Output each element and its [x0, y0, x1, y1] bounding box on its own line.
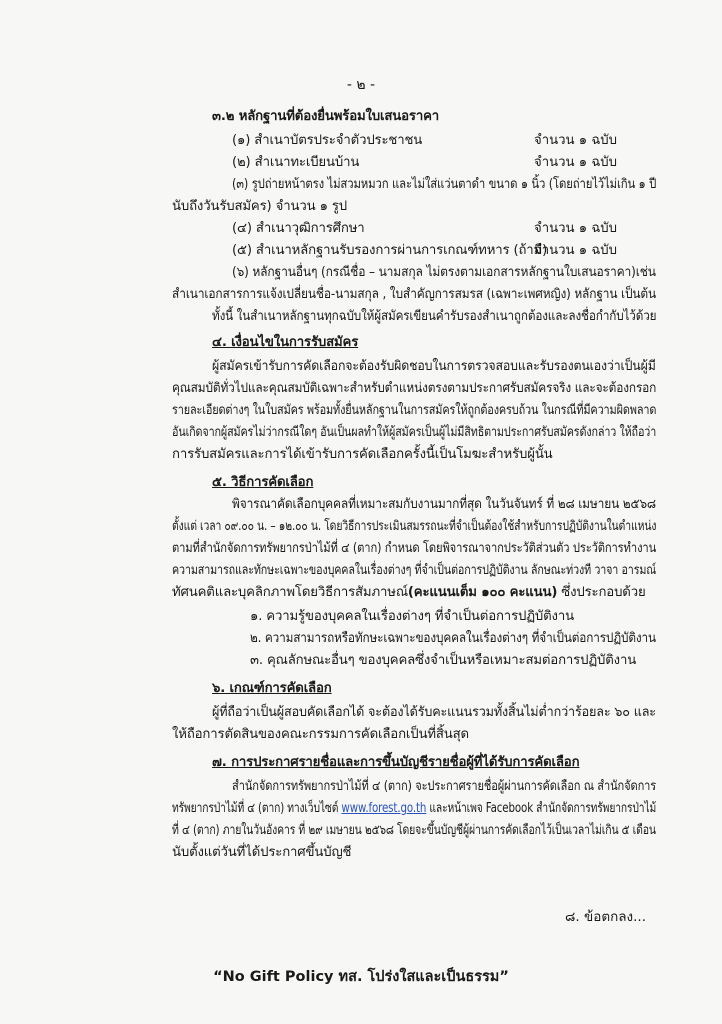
- section-4-text: การรับสมัครและการได้เข้ารับการคัดเลือกครั้งนี้เป็นโมฆะสำหรับผู้นั้น: [172, 447, 553, 462]
- continuation-marker: ๘. ข้อตกลง...: [564, 909, 646, 925]
- evidence-quantity: จำนวน ๑ ฉบับ: [534, 221, 618, 236]
- section-5-text: พิจารณาคัดเลือกบุคคลที่เหมาะสมกับงานมากที่สุด ในวันจันทร์ ที่ ๒๘ เมษายน ๒๕๖๘: [232, 497, 656, 512]
- forest-website-link[interactable]: www.forest.go.th: [341, 801, 427, 816]
- section-5-text: ตั้งแต่ เวลา ๐๙.๐๐ น. – ๑๒.๐๐ น. โดยวิธีการประเมินสมรรถนะที่จำเป็นต้องใช้สำหรับการปฏิบัติงานในตำแหน่ง: [172, 519, 657, 534]
- section-5-heading: ๕. วิธีการคัดเลือก: [212, 475, 314, 490]
- criterion-item: ๒. ความสามารถหรือทักษะเฉพาะของบุคคลในเรื่องต่างๆ ที่จำเป็นต่อการปฏิบัติงาน: [250, 631, 656, 646]
- evidence-item: (๖) หลักฐานอื่นๆ (กรณีชื่อ – นามสกุล ไม่ตรงตามเอกสารหลักฐานใบเสนอราคา)เช่น: [232, 265, 656, 280]
- section-6-text: ให้ถือการตัดสินของคณะกรรมการคัดเลือกเป็นที่สิ้นสุด: [172, 727, 469, 742]
- evidence-item: (๕) สำเนาหลักฐานรับรองการผ่านการเกณฑ์ทหาร (ถ้ามี): [232, 243, 548, 258]
- section-7-text: นับตั้งแต่วันที่ได้ประกาศขึ้นบัญชี: [172, 845, 352, 860]
- section-4-text: ผู้สมัครเข้ารับการคัดเลือกจะต้องรับผิดชอบในการตรวจสอบและรับรองตนเองว่าเป็นผู้มี: [212, 359, 656, 374]
- criterion-item: ๓. คุณลักษณะอื่นๆ ของบุคคลซึ่งจำเป็นหรือเหมาะสมต่อการปฏิบัติงาน: [250, 653, 637, 668]
- evidence-item: (๔) สำเนาวุฒิการศึกษา: [232, 221, 365, 236]
- evidence-item: (๑) สำเนาบัตรประจำตัวประชาชน: [232, 133, 423, 148]
- evidence-quantity: จำนวน ๑ ฉบับ: [534, 155, 618, 170]
- evidence-note: ทั้งนี้ ในสำเนาหลักฐานทุกฉบับให้ผู้สมัครเขียนคำรับรองสำเนาถูกต้องและลงชื่อกำกับไว้ด้วย: [212, 309, 657, 324]
- footer-slogan: “No Gift Policy ทส. โปร่งใสและเป็นธรรม”: [213, 969, 509, 985]
- section-5-text: ซึ่งประกอบด้วย: [557, 585, 646, 600]
- page-number: - ๒ -: [346, 77, 376, 93]
- section-4-text: รายละเอียดต่างๆ ในใบสมัคร พร้อมทั้งยื่นหลักฐานในการสมัครให้ถูกต้องครบถ้วน ในกรณีที่มีความผิดพลาด: [172, 403, 657, 418]
- section-3-2-heading: ๓.๒ หลักฐานที่ต้องยื่นพร้อมใบเสนอราคา: [212, 109, 440, 124]
- section-7-text: ที่ ๔ (ตาก) ภายในวันอังคาร ที่ ๒๙ เมษายน ๒๕๖๘ โดยจะขึ้นบัญชีผู้ผ่านการคัดเลือกไว้เป็นเวลาไม่เกิน ๕ เดือน: [172, 823, 656, 838]
- section-7-line: [172, 800, 656, 818]
- section-5-text: ตามที่สำนักจัดการทรัพยากรป่าไม้ที่ ๔ (ตาก) กำหนด โดยพิจารณาจากประวัติส่วนตัว ประวัติการทำงาน: [172, 541, 657, 556]
- section-7-text: สำนักจัดการทรัพยากรป่าไม้ที่ ๔ (ตาก) จะประกาศรายชื่อผู้ผ่านการคัดเลือก ณ สำนักจัดการ: [232, 779, 657, 794]
- full-score: (คะแนนเต็ม ๑๐๐ คะแนน): [407, 585, 558, 600]
- section-5-text: ทัศนคติและบุคลิกภาพโดยวิธีการสัมภาษณ์: [172, 585, 408, 600]
- section-6-heading: ๖. เกณฑ์การคัดเลือก: [212, 681, 332, 696]
- criterion-item: ๑. ความรู้ของบุคคลในเรื่องต่างๆ ที่จำเป็นต่อการปฏิบัติงาน: [250, 609, 574, 624]
- evidence-item-continued: สำเนาเอกสารการแจ้งเปลี่ยนชื่อ-นามสกุล , ใบสำคัญการสมรส (เฉพาะเพศหญิง) หลักฐาน เป็นต้น: [172, 287, 657, 302]
- section-7-text: ทรัพยากรป่าไม้ที่ ๔ (ตาก) ทางเว็บไซต์: [172, 801, 342, 816]
- evidence-item-continued: นับถึงวันรับสมัคร) จำนวน ๑ รูป: [172, 199, 347, 214]
- section-4-text: คุณสมบัติทั่วไปและคุณสมบัติเฉพาะสำหรับตำแหน่งตรงตามประกาศรับสมัครจริง และจะต้องกรอก: [172, 381, 657, 396]
- section-6-text: ผู้ที่ถือว่าเป็นผู้สอบคัดเลือกได้ จะต้องได้รับคะแนนรวมทั้งสิ้นไม่ต่ำกว่าร้อยละ ๖๐ และ: [212, 705, 656, 720]
- section-7-text: และหน้าเพจ Facebook สำนักจัดการทรัพยากรป่าไม้: [426, 801, 657, 816]
- section-5-score-line: [172, 584, 646, 602]
- section-7-heading: ๗. การประกาศรายชื่อและการขึ้นบัญชีรายชื่อผู้ที่ได้รับการคัดเลือก: [212, 755, 580, 770]
- evidence-item: (๒) สำเนาทะเบียนบ้าน: [232, 155, 360, 170]
- evidence-quantity: จำนวน ๑ ฉบับ: [534, 133, 618, 148]
- section-4-text: อันเกิดจากผู้สมัครไม่ว่ากรณีใดๆ อันเป็นผลทำให้ผู้สมัครเป็นผู้ไม่มีสิทธิตามประกาศรับสมัครดังกล่าว ให้ถือว่า: [172, 425, 657, 440]
- section-4-heading: ๔. เงื่อนไขในการรับสมัคร: [212, 335, 359, 350]
- evidence-item: (๓) รูปถ่ายหน้าตรง ไม่สวมหมวก และไม่ใส่แว่นตาดำ ขนาด ๑ นิ้ว (โดยถ่ายไว้ไม่เกิน ๑ ปี: [232, 177, 657, 192]
- evidence-quantity: จำนวน ๑ ฉบับ: [534, 243, 618, 258]
- section-5-text: ความสามารถและทักษะเฉพาะของบุคคลในเรื่องต่างๆ ที่จำเป็นต่อการปฏิบัติงาน ลักษณะท่วงที วาจา อารมณ์: [172, 563, 657, 578]
